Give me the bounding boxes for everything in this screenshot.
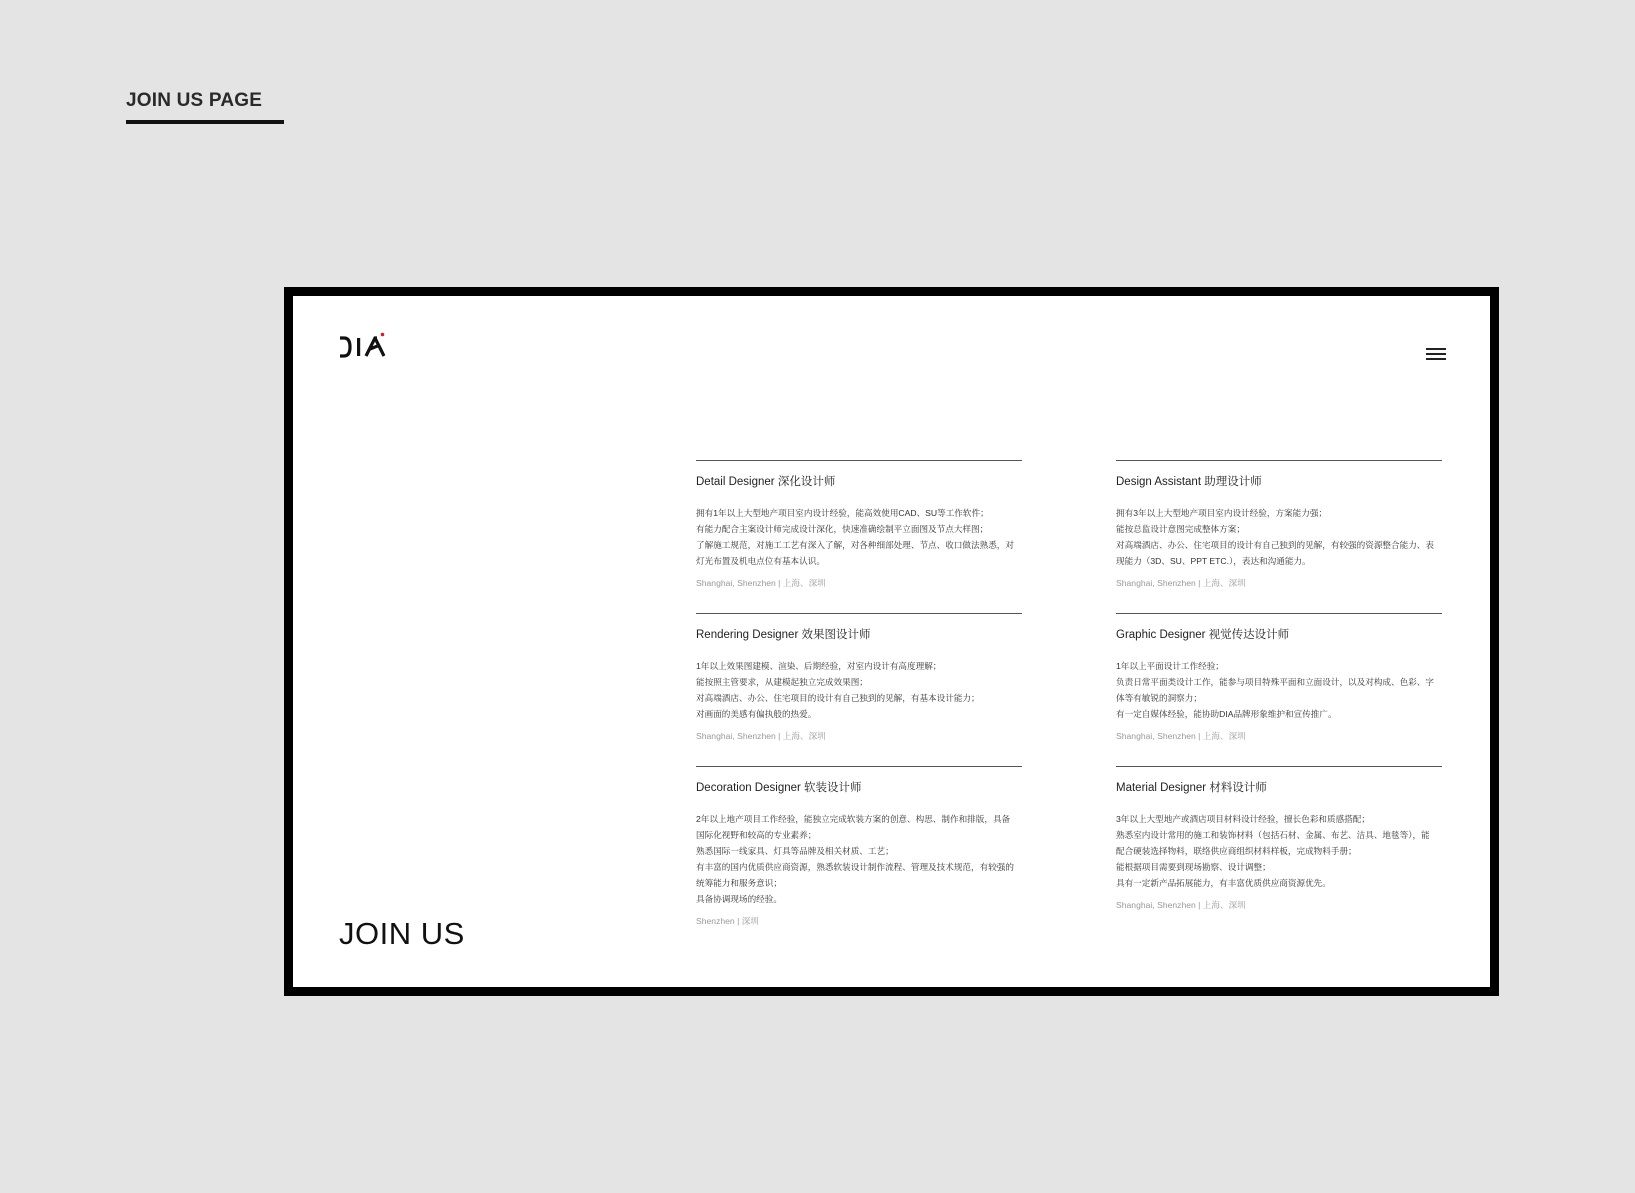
site-screenshot-frame (284, 287, 1499, 996)
job-description (1116, 811, 1442, 891)
job-description-line: 2年以上地产项目工作经验，能独立完成软装方案的创意、构思、制作和排版，具备 (696, 814, 1011, 824)
job-description-line: 能根据项目需要到现场勘察、设计调整； (1116, 862, 1271, 872)
job-title[interactable]: Decoration Designer 软装设计师 (696, 782, 862, 794)
job-description-line: 国际化视野和较高的专业素养； (696, 830, 817, 840)
job-description-line: 具有一定新产品拓展能力，有丰富优质供应商资源优先。 (1116, 878, 1331, 888)
job-description-line: 能按照主管要求，从建模起独立完成效果图； (696, 677, 868, 687)
job-card (696, 613, 1022, 766)
job-location: Shanghai, Shenzhen | 上海、深圳 (1116, 578, 1246, 588)
job-description-line: 负责日常平面类设计工作，能参与项目特殊平面和立面设计，以及对构成、色彩、字 (1116, 677, 1434, 687)
job-location: Shenzhen | 深圳 (696, 916, 759, 926)
job-description-line: 3年以上大型地产或酒店项目材料设计经验，擅长色彩和质感搭配； (1116, 814, 1370, 824)
job-description-line: 有能力配合主案设计师完成设计深化，快速准确绘制平立面图及节点大样图； (696, 524, 989, 534)
job-description-line: 体等有敏锐的洞察力； (1116, 693, 1202, 703)
job-card (696, 766, 1022, 927)
job-location: Shanghai, Shenzhen | 上海、深圳 (696, 731, 826, 741)
job-description-line: 能按总监设计意图完成整体方案； (1116, 524, 1245, 534)
menu-line (1426, 358, 1446, 360)
job-description-line: 现能力（3D、SU、PPT ETC.），表达和沟通能力。 (1116, 556, 1311, 566)
job-description-line: 对高端酒店、办公、住宅项目的设计有自己独到的见解，有较强的资源整合能力、表 (1116, 540, 1434, 550)
job-description-line: 具备协调现场的经验。 (696, 894, 782, 904)
job-description-line: 拥有3年以上大型地产项目室内设计经验，方案能力强； (1116, 508, 1328, 518)
job-description-line: 对高端酒店、办公、住宅项目的设计有自己独到的见解，有基本设计能力； (696, 693, 980, 703)
job-description-line: 熟悉国际一线家具、灯具等品牌及相关材质、工艺； (696, 846, 894, 856)
menu-line (1426, 348, 1446, 350)
job-location: Shanghai, Shenzhen | 上海、深圳 (1116, 731, 1246, 741)
job-title[interactable]: Graphic Designer 视觉传达设计师 (1116, 629, 1290, 641)
job-card (1116, 613, 1442, 766)
job-title[interactable]: Detail Designer 深化设计师 (696, 476, 836, 488)
job-description-line: 有丰富的国内优质供应商资源，熟悉软装设计制作流程、管理及技术规范，有较强的 (696, 862, 1014, 872)
job-description (1116, 658, 1442, 722)
job-location: Shanghai, Shenzhen | 上海、深圳 (1116, 900, 1246, 910)
job-card (696, 460, 1022, 613)
job-description-line: 了解施工规范，对施工工艺有深入了解，对各种细部处理、节点、收口做法熟悉，对 (696, 540, 1014, 550)
job-card (1116, 766, 1442, 927)
dia-logo-mark (339, 332, 389, 362)
job-description-line: 熟悉室内设计常用的施工和装饰材料（包括石材、金属、布艺、洁具、地毯等），能 (1116, 830, 1430, 840)
dia-logo[interactable] (339, 332, 389, 362)
job-title[interactable]: Design Assistant 助理设计师 (1116, 476, 1262, 488)
job-description-line: 拥有1年以上大型地产项目室内设计经验，能高效使用CAD、SU等工作软件； (696, 508, 989, 518)
job-list (696, 460, 1442, 927)
job-description-line: 统筹能力和服务意识； (696, 878, 782, 888)
job-description (696, 505, 1022, 569)
job-description-line: 1年以上效果图建模、渲染、后期经验，对室内设计有高度理解； (696, 661, 942, 671)
job-title[interactable]: Rendering Designer 效果图设计师 (696, 629, 871, 641)
job-title[interactable]: Material Designer 材料设计师 (1116, 782, 1267, 794)
job-description (696, 811, 1022, 907)
menu-line (1426, 353, 1446, 355)
job-description-line: 1年以上平面设计工作经验； (1116, 661, 1224, 671)
job-description-line: 对画面的美感有偏执般的热爱。 (696, 709, 817, 719)
join-us-heading: JOIN US (339, 916, 465, 951)
job-description (696, 658, 1022, 722)
page-label: JOIN US PAGE (126, 90, 263, 111)
job-description-line: 灯光布置及机电点位有基本认识。 (696, 556, 825, 566)
job-location: Shanghai, Shenzhen | 上海、深圳 (696, 578, 826, 588)
job-card (1116, 460, 1442, 613)
job-description (1116, 505, 1442, 569)
job-description-line: 配合硬装选择物料，联络供应商组织材料样板，完成物料手册； (1116, 846, 1357, 856)
job-description-line: 有一定自媒体经验，能协助DIA品牌形象维护和宣传推广。 (1116, 709, 1337, 719)
hamburger-menu-icon[interactable] (1426, 348, 1446, 362)
page-label-underline (126, 120, 284, 124)
logo-accent-dot (381, 333, 385, 337)
